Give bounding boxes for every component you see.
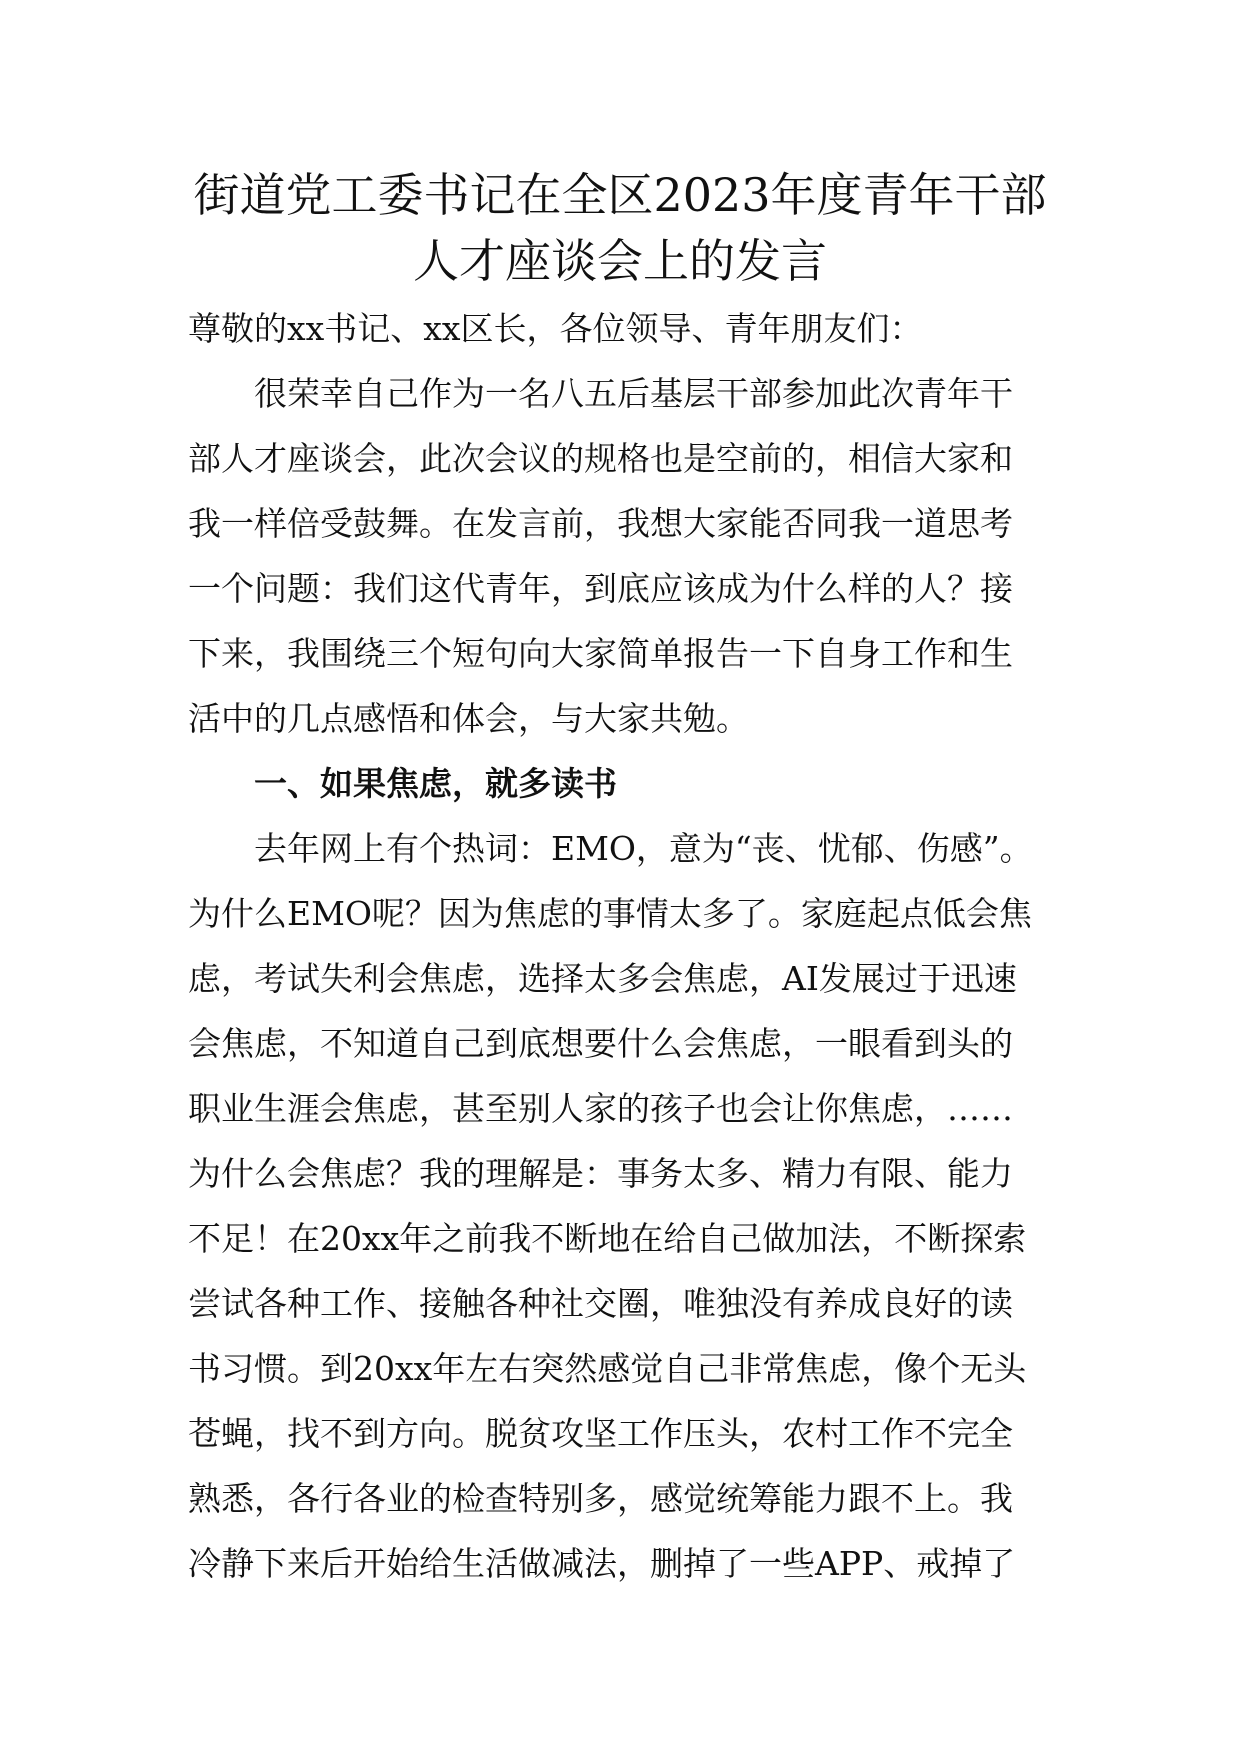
paragraph-line: 职业生涯会焦虑，甚至别人家的孩子也会让你焦虑，…… <box>188 1089 1013 1128</box>
paragraph-line: 苍蝇，找不到方向。脱贫攻坚工作压头，农村工作不完全 <box>188 1414 1013 1453</box>
paragraph-line: 下来，我围绕三个短句向大家简单报告一下自身工作和生 <box>188 634 1013 673</box>
section-heading: 一、如果焦虑，就多读书 <box>254 764 617 803</box>
paragraph-line: 一个问题：我们这代青年，到底应该成为什么样的人？接 <box>188 569 1013 608</box>
paragraph-line: 我一样倍受鼓舞。在发言前，我想大家能否同我一道思考 <box>188 504 1013 543</box>
paragraph-line: 为什么会焦虑？我的理解是：事务太多、精力有限、能力 <box>188 1154 1013 1193</box>
paragraph-line: 虑，考试失利会焦虑，选择太多会焦虑，AI发展过于迅速 <box>188 959 1017 998</box>
paragraph-line: 冷静下来后开始给生活做减法，删掉了一些APP、戒掉了 <box>188 1544 1016 1583</box>
paragraph-line: 不足！在20xx年之前我不断地在给自己做加法，不断探索 <box>188 1219 1027 1258</box>
paragraph-line: 为什么EMO呢？因为焦虑的事情太多了。家庭起点低会焦 <box>188 894 1032 933</box>
salutation-line: 尊敬的xx书记、xx区长，各位领导、青年朋友们： <box>188 309 923 348</box>
paragraph-line: 会焦虑，不知道自己到底想要什么会焦虑，一眼看到头的 <box>188 1024 1013 1063</box>
paragraph-line: 部人才座谈会，此次会议的规格也是空前的，相信大家和 <box>188 439 1013 478</box>
title-line-1: 街道党工委书记在全区2023年度青年干部 <box>193 168 1047 222</box>
paragraph-line: 尝试各种工作、接触各种社交圈，唯独没有养成良好的读 <box>188 1284 1013 1323</box>
document-title <box>180 162 1060 294</box>
document-body <box>188 296 1068 1596</box>
paragraph-line: 去年网上有个热词：EMO，意为“丧、忧郁、伤感”。 <box>254 829 1033 868</box>
paragraph-line: 熟悉，各行各业的检查特别多，感觉统筹能力跟不上。我 <box>188 1479 1013 1518</box>
paragraph-line: 书习惯。到20xx年左右突然感觉自己非常焦虑，像个无头 <box>188 1349 1027 1388</box>
paragraph-line: 很荣幸自己作为一名八五后基层干部参加此次青年干 <box>254 374 1013 413</box>
paragraph-line: 活中的几点感悟和体会，与大家共勉。 <box>188 699 749 738</box>
title-line-2: 人才座谈会上的发言 <box>413 234 827 288</box>
